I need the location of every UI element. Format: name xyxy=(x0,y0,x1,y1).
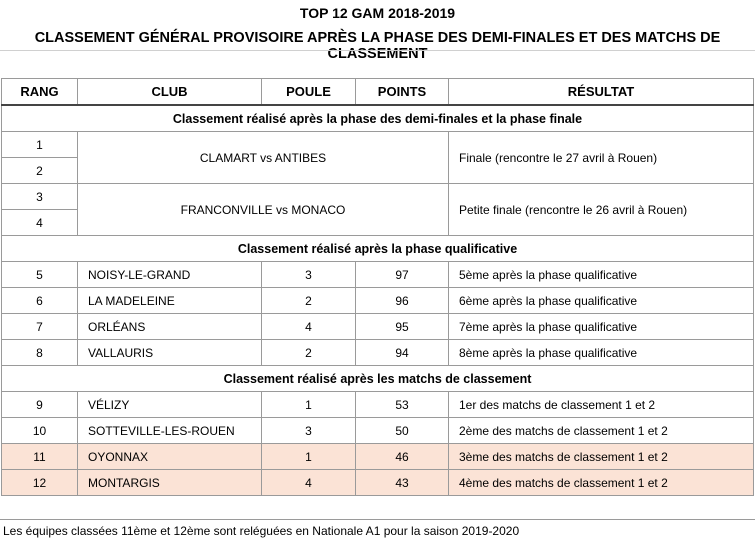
final-result: Finale (rencontre le 27 avril à Rouen) xyxy=(449,132,754,184)
points-cell: 97 xyxy=(356,262,449,288)
table-row xyxy=(2,262,754,288)
poule-cell: 3 xyxy=(262,418,356,444)
table-row xyxy=(2,418,754,444)
poule-cell: 4 xyxy=(262,470,356,496)
points-cell: 94 xyxy=(356,340,449,366)
section-qualif-label: Classement réalisé après la phase qualificative xyxy=(2,236,754,262)
page-title: TOP 12 GAM 2018-2019 xyxy=(299,5,456,21)
header-row xyxy=(2,79,754,106)
poule-cell: 2 xyxy=(262,340,356,366)
table-row xyxy=(2,392,754,418)
header-poule: POULE xyxy=(262,79,356,106)
rank-cell: 3 xyxy=(2,184,78,210)
rank-cell: 8 xyxy=(2,340,78,366)
club-cell: MONTARGIS xyxy=(78,470,262,496)
table-row xyxy=(2,184,754,210)
header-rang: RANG xyxy=(2,79,78,106)
standings-table xyxy=(1,78,754,496)
poule-cell: 2 xyxy=(262,288,356,314)
resultat-cell: 3ème des matchs de classement 1 et 2 xyxy=(449,444,754,470)
table-row xyxy=(2,132,754,158)
petite-finale-result: Petite finale (rencontre le 26 avril à Rouen) xyxy=(449,184,754,236)
section-classement-label: Classement réalisé après les matchs de classement xyxy=(2,366,754,392)
petite-finale-match: FRANCONVILLE vs MONACO xyxy=(78,184,449,236)
points-cell: 50 xyxy=(356,418,449,444)
section-heading xyxy=(2,236,754,262)
resultat-cell: 1er des matchs de classement 1 et 2 xyxy=(449,392,754,418)
poule-cell: 1 xyxy=(262,392,356,418)
points-cell: 96 xyxy=(356,288,449,314)
rank-cell: 10 xyxy=(2,418,78,444)
rank-cell: 12 xyxy=(2,470,78,496)
section-heading xyxy=(2,366,754,392)
header-points: POINTS xyxy=(356,79,449,106)
points-cell: 46 xyxy=(356,444,449,470)
header-club: CLUB xyxy=(78,79,262,106)
club-cell: VALLAURIS xyxy=(78,340,262,366)
rank-cell: 7 xyxy=(2,314,78,340)
points-cell: 95 xyxy=(356,314,449,340)
table-row xyxy=(2,288,754,314)
section-heading xyxy=(2,105,754,132)
header-resultat: RÉSULTAT xyxy=(449,79,754,106)
relegation-note: Les équipes classées 11ème et 12ème sont reléguées en Nationale A1 pour la saison 2019-2020 xyxy=(0,519,755,550)
rank-cell: 9 xyxy=(2,392,78,418)
poule-cell: 1 xyxy=(262,444,356,470)
rank-cell: 5 xyxy=(2,262,78,288)
table-row xyxy=(2,340,754,366)
club-cell: NOISY-LE-GRAND xyxy=(78,262,262,288)
club-cell: VÉLIZY xyxy=(78,392,262,418)
club-cell: SOTTEVILLE-LES-ROUEN xyxy=(78,418,262,444)
rank-cell: 2 xyxy=(2,158,78,184)
final-match: CLAMART vs ANTIBES xyxy=(78,132,449,184)
rank-cell: 1 xyxy=(2,132,78,158)
resultat-cell: 4ème des matchs de classement 1 et 2 xyxy=(449,470,754,496)
poule-cell: 4 xyxy=(262,314,356,340)
points-cell: 53 xyxy=(356,392,449,418)
club-cell: OYONNAX xyxy=(78,444,262,470)
club-cell: ORLÉANS xyxy=(78,314,262,340)
spacer-row xyxy=(0,50,755,79)
club-cell: LA MADELEINE xyxy=(78,288,262,314)
resultat-cell: 5ème après la phase qualificative xyxy=(449,262,754,288)
resultat-cell: 2ème des matchs de classement 1 et 2 xyxy=(449,418,754,444)
resultat-cell: 6ème après la phase qualificative xyxy=(449,288,754,314)
points-cell: 43 xyxy=(356,470,449,496)
rank-cell: 6 xyxy=(2,288,78,314)
relegated-row xyxy=(2,470,754,496)
section-finals-label: Classement réalisé après la phase des demi-finales et la phase finale xyxy=(2,105,754,132)
resultat-cell: 7ème après la phase qualificative xyxy=(449,314,754,340)
rank-cell: 11 xyxy=(2,444,78,470)
page-subtitle: CLASSEMENT GÉNÉRAL PROVISOIRE APRÈS LA PHASE DES DEMI-FINALES ET DES MATCHS DE CLASSEMENT xyxy=(34,30,721,62)
table-row xyxy=(2,314,754,340)
rank-cell: 4 xyxy=(2,210,78,236)
relegated-row xyxy=(2,444,754,470)
poule-cell: 3 xyxy=(262,262,356,288)
resultat-cell: 8ème après la phase qualificative xyxy=(449,340,754,366)
